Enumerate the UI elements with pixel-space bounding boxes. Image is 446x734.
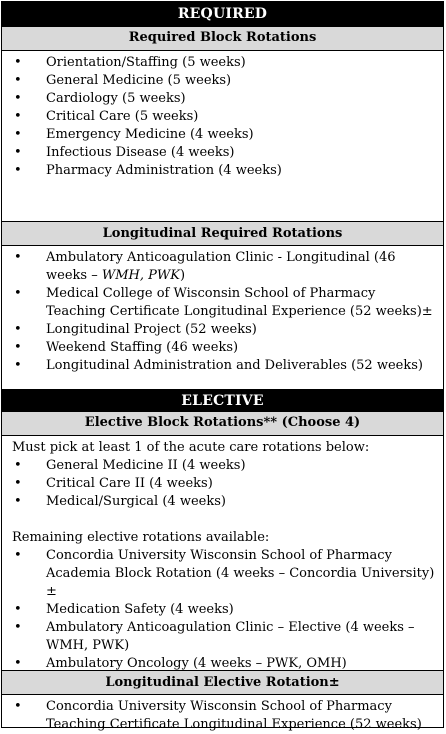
elective-block-body	[2, 436, 443, 670]
list-item: • Pharmacy Administration (4 weeks)	[2, 162, 443, 180]
elective-block-title: Elective Block Rotations** (Choose 4)	[2, 412, 443, 436]
elective-header: ELECTIVE	[2, 389, 443, 412]
remaining-electives-list	[2, 547, 443, 673]
rotation-table	[1, 1, 444, 732]
list-item: • Ambulatory Oncology (4 weeks – PWK, OMH)	[2, 655, 443, 673]
item-text-end: )	[179, 268, 186, 283]
required-block-list	[2, 51, 443, 221]
list-item: • Medication Safety (4 weeks)	[2, 601, 443, 619]
list-item: • General Medicine II (4 weeks)	[2, 457, 443, 475]
longitudinal-required-title: Longitudinal Required Rotations	[2, 221, 443, 246]
list-item	[2, 249, 443, 285]
acute-care-note: Must pick at least 1 of the acute care rotations below:	[12, 440, 370, 455]
list-item: • Longitudinal Project (52 weeks)	[2, 321, 443, 339]
list-item: • Weekend Staffing (46 weeks)	[2, 339, 443, 357]
list-item: • Concordia University Wisconsin School of Pharmacy Academia Block Rotation (4 weeks – Concordia University)±	[2, 547, 443, 601]
list-item: • Critical Care II (4 weeks)	[2, 475, 443, 493]
item-text-italic: WMH, PWK	[101, 268, 180, 283]
list-item: • General Medicine (5 weeks)	[2, 72, 443, 90]
list-item: • Ambulatory Anticoagulation Clinic – Elective (4 weeks – WMH, PWK)	[2, 619, 443, 655]
list-item: • Concordia University Wisconsin School of Pharmacy Teaching Certificate Longitudinal Experience (52 weeks)	[2, 698, 443, 734]
list-item: • Orientation/Staffing (5 weeks)	[2, 54, 443, 72]
list-item: • Emergency Medicine (4 weeks)	[2, 126, 443, 144]
list-item: • Longitudinal Administration and Deliverables (52 weeks)	[2, 357, 443, 375]
longitudinal-required-list	[2, 246, 443, 389]
required-block-title: Required Block Rotations	[2, 27, 443, 51]
required-header: REQUIRED	[2, 2, 443, 27]
acute-care-list	[2, 457, 443, 511]
longitudinal-elective-title: Longitudinal Elective Rotation±	[2, 670, 443, 695]
spacer	[2, 511, 443, 529]
remaining-electives-note: Remaining elective rotations available:	[12, 530, 270, 545]
item-text: Ambulatory Anticoagulation Clinic - Longitudinal (46 weeks –	[46, 250, 396, 283]
list-item: • Medical College of Wisconsin School of Pharmacy Teaching Certificate Longitudinal Experience (52 weeks)±	[2, 285, 443, 321]
list-item: • Medical/Surgical (4 weeks)	[2, 493, 443, 511]
list-item: • Critical Care (5 weeks)	[2, 108, 443, 126]
longitudinal-elective-list	[2, 695, 443, 734]
list-item: • Cardiology (5 weeks)	[2, 90, 443, 108]
list-item: • Infectious Disease (4 weeks)	[2, 144, 443, 162]
